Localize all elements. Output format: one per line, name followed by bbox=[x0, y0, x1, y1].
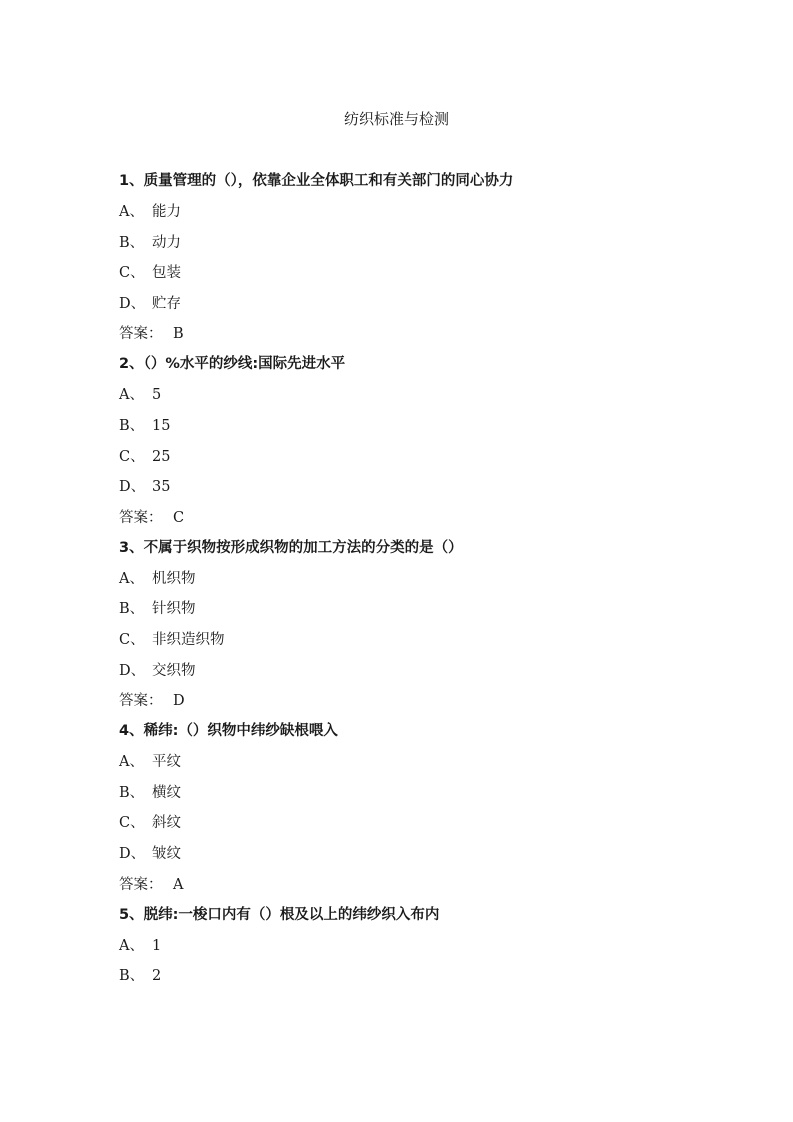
answer-value: C bbox=[173, 509, 185, 526]
answer-label: 答案： bbox=[119, 693, 163, 710]
option-d bbox=[119, 293, 719, 315]
option-a bbox=[119, 935, 719, 957]
option-text: 包装 bbox=[152, 265, 181, 282]
option-letter: A、 bbox=[119, 937, 144, 954]
question-1 bbox=[119, 170, 719, 345]
answer-line bbox=[119, 690, 719, 712]
option-letter: C、 bbox=[119, 631, 145, 648]
option-letter: B、 bbox=[119, 417, 145, 434]
answer-value: D bbox=[173, 693, 185, 710]
option-letter: A、 bbox=[119, 754, 144, 771]
option-a bbox=[119, 201, 719, 223]
option-b bbox=[119, 598, 719, 620]
answer-line bbox=[119, 323, 719, 345]
option-text: 非织造织物 bbox=[152, 631, 225, 648]
option-letter: B、 bbox=[119, 784, 145, 801]
option-text: 皱纹 bbox=[152, 845, 181, 862]
option-text: 25 bbox=[152, 448, 171, 465]
option-text: 平纹 bbox=[152, 754, 181, 771]
option-c bbox=[119, 629, 719, 651]
option-letter: D、 bbox=[119, 845, 146, 862]
option-letter: C、 bbox=[119, 448, 145, 465]
answer-label: 答案： bbox=[119, 509, 163, 526]
option-d bbox=[119, 843, 719, 865]
question-text: 2、（）%水平的纱线:国际先进水平 bbox=[119, 356, 346, 373]
option-letter: A、 bbox=[119, 387, 144, 404]
answer-line bbox=[119, 507, 719, 529]
option-c bbox=[119, 262, 719, 284]
question-4 bbox=[119, 720, 719, 895]
option-c bbox=[119, 446, 719, 468]
option-b bbox=[119, 232, 719, 254]
question-2 bbox=[119, 353, 719, 528]
option-letter: C、 bbox=[119, 815, 145, 832]
question-text: 5、脱纬:一梭口内有（）根及以上的纬纱织入布内 bbox=[119, 906, 440, 923]
option-text: 贮存 bbox=[152, 295, 181, 312]
option-c bbox=[119, 812, 719, 834]
option-text: 针织物 bbox=[152, 601, 196, 618]
answer-value: A bbox=[173, 876, 184, 893]
option-text: 横纹 bbox=[152, 784, 181, 801]
option-text: 机织物 bbox=[152, 570, 196, 587]
option-text: 能力 bbox=[152, 204, 181, 220]
question-text: 1、质量管理的（），依靠企业全体职工和有关部门的同心协力 bbox=[119, 173, 514, 189]
option-d bbox=[119, 476, 719, 498]
option-text: 交织物 bbox=[152, 662, 196, 679]
option-text: 15 bbox=[152, 417, 171, 434]
document-title: 纺织标准与检测 bbox=[343, 110, 449, 128]
answer-label: 答案： bbox=[119, 326, 163, 343]
option-letter: C、 bbox=[119, 265, 145, 282]
question-3 bbox=[119, 537, 719, 712]
option-text: 2 bbox=[152, 968, 162, 985]
question-text: 3、不属于织物按形成织物的加工方法的分类的是（） bbox=[119, 539, 463, 556]
answer-line bbox=[119, 874, 719, 896]
question-list bbox=[119, 170, 719, 996]
option-a bbox=[119, 751, 719, 773]
question-text: 4、稀纬:（）织物中纬纱缺根喂入 bbox=[119, 723, 338, 740]
option-letter: B、 bbox=[119, 968, 145, 985]
answer-value: B bbox=[173, 326, 184, 343]
option-letter: D、 bbox=[119, 295, 146, 312]
option-text: 斜纹 bbox=[152, 815, 181, 832]
question-5 bbox=[119, 904, 719, 988]
option-text: 5 bbox=[152, 387, 162, 404]
answer-label: 答案： bbox=[119, 876, 163, 893]
option-letter: A、 bbox=[119, 204, 144, 220]
option-letter: D、 bbox=[119, 662, 146, 679]
option-text: 动力 bbox=[152, 234, 181, 251]
option-text: 35 bbox=[152, 479, 171, 496]
option-a bbox=[119, 568, 719, 590]
option-letter: B、 bbox=[119, 234, 145, 251]
option-letter: D、 bbox=[119, 479, 146, 496]
option-b bbox=[119, 415, 719, 437]
option-text: 1 bbox=[152, 937, 162, 954]
option-b bbox=[119, 965, 719, 987]
option-d bbox=[119, 660, 719, 682]
option-b bbox=[119, 782, 719, 804]
option-letter: A、 bbox=[119, 570, 144, 587]
option-a bbox=[119, 384, 719, 406]
option-letter: B、 bbox=[119, 601, 145, 618]
